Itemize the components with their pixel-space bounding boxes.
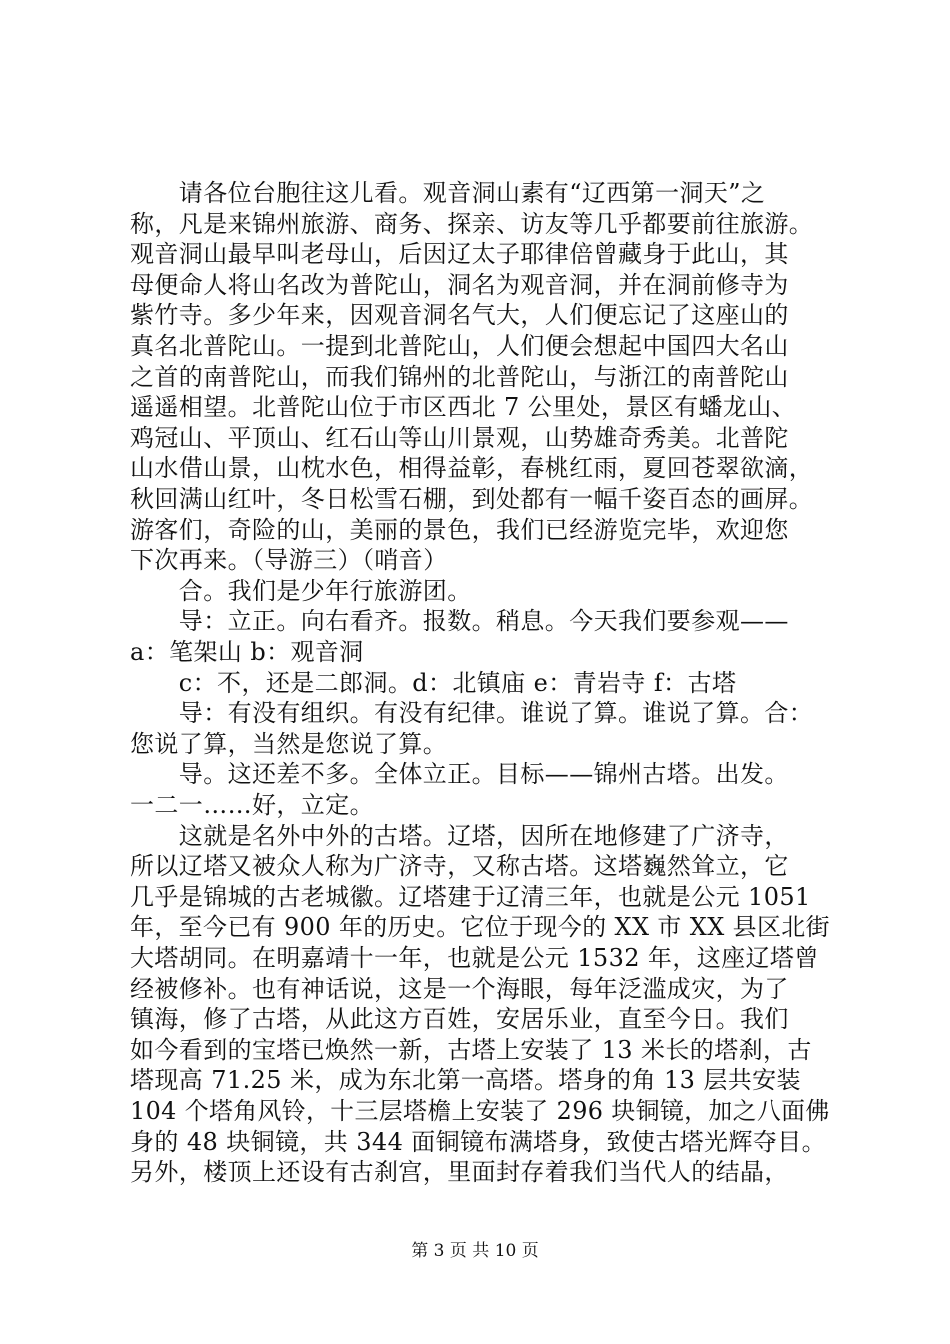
text-line: 称，凡是来锦州旅游、商务、探亲、访友等几乎都要前往旅游。: [130, 209, 814, 238]
text-line: 身的 48 块铜镜，共 344 面铜镜布满塔身，致使古塔光辉夺目。: [130, 1127, 827, 1156]
text-line: 请各位台胞往这儿看。观音洞山素有“辽西第一洞天”之: [130, 179, 766, 207]
text-line: 如今看到的宝塔已焕然一新，古塔上安装了 13 米长的塔刹，古: [130, 1035, 812, 1064]
text-line: 塔现高 71.25 米，成为东北第一高塔。塔身的角 13 层共安装: [130, 1066, 801, 1095]
text-line: 所以辽塔又被众人称为广济寺，又称古塔。这塔巍然耸立，它: [130, 852, 789, 881]
text-line: 下次再来。（导游三）（哨音）: [130, 546, 448, 575]
text-line: 另外，楼顶上还设有古刹宫，里面封存着我们当代人的结晶，: [130, 1158, 789, 1187]
text-line: 紫竹寺。多少年来，因观音洞名气大，人们便忘记了这座山的: [130, 301, 789, 330]
text-line: 导。这还差不多。全体立正。目标——锦州古塔。出发。: [130, 760, 789, 789]
text-line: 镇海，修了古塔，从此这方百姓，安居乐业，直至今日。我们: [130, 1005, 789, 1034]
text-line: 经被修补。也有神话说，这是一个海眼，每年泛滥成灾，为了: [130, 974, 789, 1003]
text-line: 大塔胡同。在明嘉靖十一年，也就是公元 1532 年，这座辽塔曾: [130, 944, 819, 972]
text-line: 游客们，奇险的山，美丽的景色，我们已经游览完毕，欢迎您: [130, 515, 789, 544]
text-line: 之首的南普陀山，而我们锦州的北普陀山，与浙江的南普陀山: [130, 362, 789, 391]
text-line: 导：立正。向右看齐。报数。稍息。今天我们要参观——: [130, 607, 789, 636]
text-line: 年，至今已有 900 年的历史。它位于现今的 XX 市 XX 县区北街: [130, 913, 830, 942]
text-line: 真名北普陀山。一提到北普陀山，人们便会想起中国四大名山: [130, 332, 789, 360]
text-line: a：笔架山 b：观音洞: [130, 638, 364, 666]
text-line: 几乎是锦城的古老城徽。辽塔建于辽清三年，也就是公元 1051: [130, 882, 811, 911]
text-line: 母便命人将山名改为普陀山，洞名为观音洞，并在洞前修寺为: [130, 270, 789, 299]
text-line: 这就是名外中外的古塔。辽塔，因所在地修建了广济寺，: [130, 821, 789, 850]
text-line: 遥遥相望。北普陀山位于市区西北 7 公里处，景区有蟠龙山、: [130, 393, 797, 422]
text-line: 山水借山景，山枕水色，相得益彰，春桃红雨，夏回苍翠欲滴，: [130, 454, 814, 483]
text-line: 导：有没有组织。有没有纪律。谁说了算。谁说了算。合：: [130, 699, 814, 728]
text-line: 104 个塔角风铃，十三层塔檐上安装了 296 块铜镜，加之八面佛: [130, 1097, 830, 1125]
text-line: 观音洞山最早叫老母山，后因辽太子耶律倍曾藏身于此山，其: [130, 240, 789, 269]
text-line: 鸡冠山、平顶山、红石山等山川景观，山势雄奇秀美。北普陀: [130, 423, 789, 452]
page-number-footer: 第 3 页 共 10 页: [411, 1241, 539, 1261]
text-line: 秋回满山红叶，冬日松雪石棚，到处都有一幅千姿百态的画屏。: [130, 485, 814, 513]
text-line: c：不，还是二郎洞。d：北镇庙 e：青岩寺 f：古塔: [130, 668, 737, 697]
text-line: 合。我们是少年行旅游团。: [130, 576, 472, 605]
text-line: 一二一……好，立定。: [130, 791, 374, 819]
text-line: 您说了算，当然是您说了算。: [130, 729, 448, 758]
